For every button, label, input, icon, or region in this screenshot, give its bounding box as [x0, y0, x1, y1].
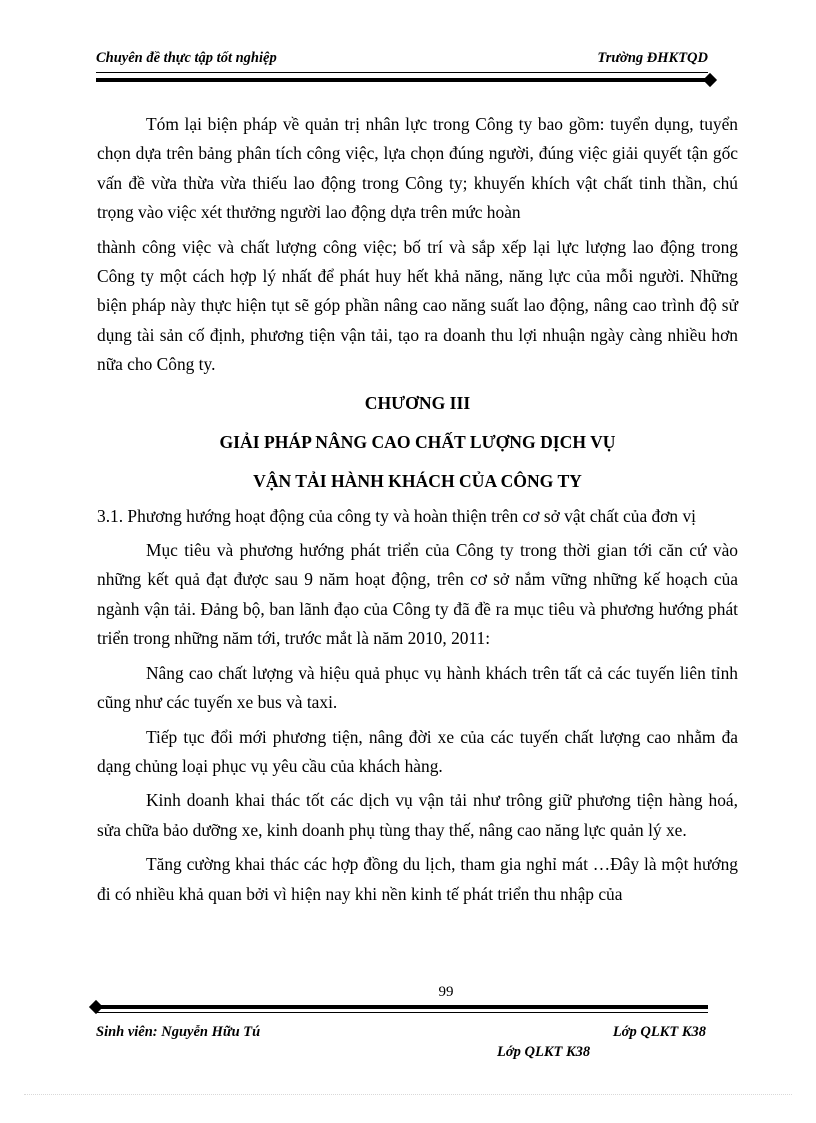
paragraph-services: Kinh doanh khai thác tốt các dịch vụ vận tải như trông giữ phương tiện hàng hoá, sửa chữa bảo dưỡng xe, kinh doanh phụ tùng thay thế, nâng cao năng lực quản lý xe. [97, 790, 738, 840]
paragraph-goals: Mục tiêu và phương hướng phát triển của Công ty trong thời gian tới căn cứ vào những kết quả đạt được sau 9 năm hoạt động, trên cơ sở nắm vững những kế hoạch của ngành vận tải. Đảng bộ, ban lãnh đạo của Công ty đã đề ra mục tiêu và phương hướng phát triển trong những năm tới, trước mắt là năm 2010, 2011: [97, 540, 738, 649]
footer-student-name: Sinh viên: Nguyễn Hữu Tú [96, 1024, 261, 1040]
paragraph-quality: Nâng cao chất lượng và hiệu quả phục vụ hành khách trên tất cả các tuyến liên tỉnh cũng như các tuyến xe bus và taxi. [97, 662, 738, 713]
paragraph-vehicles: Tiếp tục đổi mới phương tiện, nâng đời xe của các tuyến chất lượng cao nhằm đa dạng chủng loại phục vụ yêu cầu của khách hàng. [97, 726, 738, 776]
paragraph-hr-summary-continued: thành công việc và chất lượng công việc; bố trí và sắp xếp lại lực lượng lao động trong Công ty một cách hợp lý nhất để phát huy hết khả năng, năng lực của mỗi người. Những biện pháp này thực hiện tụt sẽ góp phần nâng cao năng suất lao động, nâng cao trình độ sử dụng tài sản cố định, phương tiện vận tải, tạo ra doanh thu lợi nhuận ngày càng nhiều hơn nữa cho Công ty. [97, 236, 738, 375]
chapter-title-line-1: GIẢI PHÁP NÂNG CAO CHẤT LƯỢNG DỊCH VỤ [219, 431, 616, 452]
footer-class-duplicate: Lớp QLKT K38 [497, 1044, 591, 1060]
header-right-school: Trường ĐHKTQD [597, 50, 708, 66]
header-rule-thick [96, 78, 708, 82]
page-number: 99 [438, 984, 454, 1000]
footer-rule-thick [96, 1005, 708, 1009]
section-heading: 3.1. Phương hướng hoạt động của công ty và hoàn thiện trên cơ sở vật chất của đơn vị [97, 505, 696, 526]
header-rule-thin [96, 72, 708, 73]
header-diamond [703, 73, 717, 87]
header-left-title: Chuyên đề thực tập tốt nghiệp [96, 50, 277, 66]
chapter-heading: CHƯƠNG III [364, 392, 471, 413]
page-bottom-dotted-line [24, 1094, 792, 1095]
paragraph-tourism: Tăng cường khai thác các hợp đồng du lịch, tham gia nghỉ mát …Đây là một hướng đi có nhiều khả quan bởi vì hiện nay khi nền kinh tế phát triển thu nhập của [97, 854, 738, 904]
paragraph-hr-summary: Tóm lại biện pháp về quản trị nhân lực trong Công ty bao gồm: tuyển dụng, tuyển chọn dựa trên bảng phân tích công việc, lựa chọn đúng người, đúng việc giải quyết tận gốc vấn đề vừa thừa vừa thiếu lao động trong Công ty; khuyến khích vật chất tinh thần, chú trọng vào việc xét thưởng người lao động dựa trên mức hoàn [97, 114, 738, 223]
footer-rule-thin [96, 1012, 708, 1013]
footer-class: Lớp QLKT K38 [612, 1024, 706, 1040]
document-body [97, 110, 738, 909]
chapter-title-line-2: VẬN TẢI HÀNH KHÁCH CỦA CÔNG TY [253, 470, 582, 491]
